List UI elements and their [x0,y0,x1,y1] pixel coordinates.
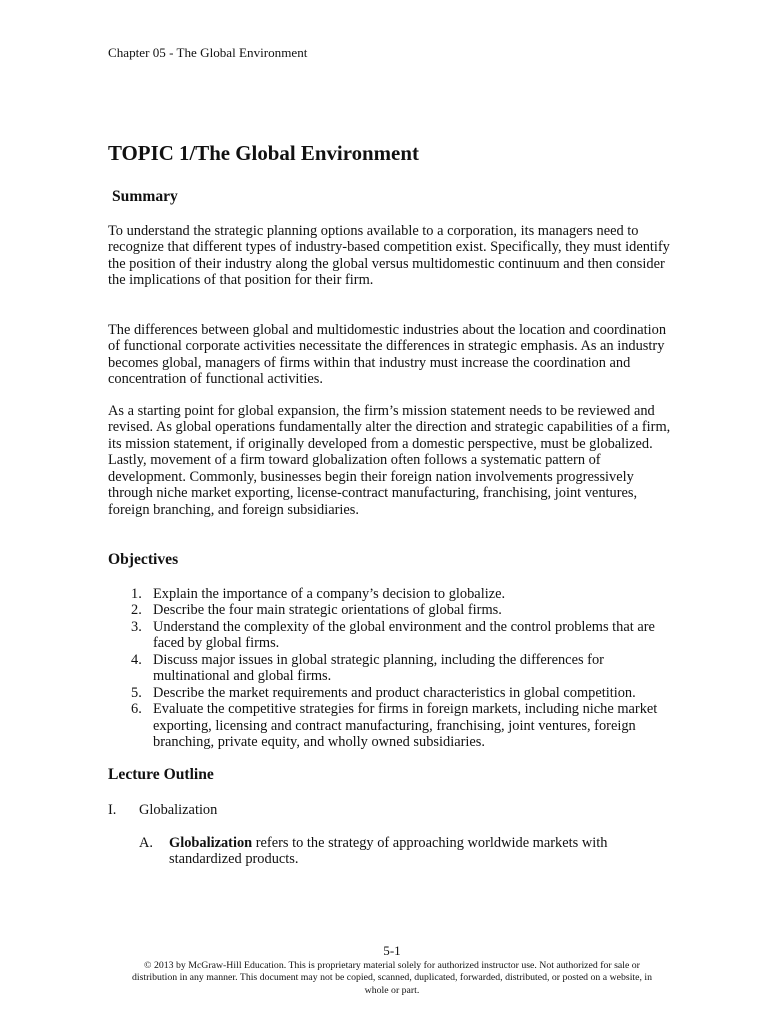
outline-section [108,802,217,819]
objectives-list [131,586,751,751]
summary-paragraph-1: To understand the strategic planning options available to a corporation, its managers need to recognize that different types of industry-based competition exist. Specifically, they must identify the position of their industry along the global versus multidomestic continuum and then consider the implications of that position for their firm. [108,222,670,289]
list-item-number: 1. [131,585,142,602]
outline-subitem-letter: A. [139,834,153,851]
list-item-number: 2. [131,602,142,619]
list-item-number: 4. [131,651,142,668]
list-item-text: Describe the market requirements and product characteristics in global competition. [153,684,636,701]
list-item-text: Explain the importance of a company’s decision to globalize. [153,585,506,602]
summary-paragraph-3: As a starting point for global expansion, the firm’s mission statement needs to be reviewed and revised. As global operations fundamentally alter the direction and strategic capabilities of a firm, its mission statement, if originally developed from a domestic perspective, must be globalized. Lastly, movement of a firm toward globalization often follows a systematic pattern of development. Commonly, businesses begin their foreign nation involvements progressively through niche market exporting, license-contract manufacturing, franchising, joint ventures, foreign branching, and foreign subsidiaries. [108,402,671,518]
list-item [131,602,751,619]
list-item-number: 3. [131,618,142,635]
summary-heading: Summary [112,188,178,205]
copyright-notice: © 2013 by McGraw-Hill Education. This is proprietary material solely for authorized instructor use. Not authorized for sale or distribution in any manner. This document may not be copied, scanned, duplicated, forwarded, distributed, or posted on a website, in whole or part. [131,959,653,996]
outline-subitem-term: Globalization [169,834,253,851]
list-item [131,586,751,603]
list-item-text: Discuss major issues in global strategic planning, including the differences for multinational and global firms. [153,651,604,685]
list-item-text: Understand the complexity of the global environment and the control problems that are faced by global firms. [153,618,655,652]
objectives-heading: Objectives [108,551,179,568]
lecture-outline-heading: Lecture Outline [108,766,214,783]
list-item [131,652,751,685]
list-item [131,701,751,751]
outline-section-title: Globalization [139,801,218,818]
list-item-number: 6. [131,701,142,718]
list-item [131,685,751,702]
summary-paragraph-2: The differences between global and multidomestic industries about the location and coordination of functional corporate activities necessitate the differences in strategic emphasis. As an industry becomes global, managers of firms within that industry must increase the coordination and concentration of functional activities. [108,321,667,388]
running-header: Chapter 05 - The Global Environment [108,45,308,60]
list-item-number: 5. [131,684,142,701]
page-title: TOPIC 1/The Global Environment [108,141,419,165]
outline-subitem [139,835,739,868]
list-item [131,619,751,652]
outline-subitem-body [169,835,607,868]
outline-section-numeral: I. [108,801,117,818]
outline-subitem-text: refers to the strategy of approaching worldwide markets with standardized products. [169,834,608,868]
list-item-text: Describe the four main strategic orientations of global firms. [153,602,502,619]
page-number: 5-1 [383,942,401,958]
list-item-text: Evaluate the competitive strategies for firms in foreign markets, including niche market exporting, licensing and contract manufacturing, franchising, joint ventures, foreign branching, private equity, and wholly owned subsidiaries. [153,701,658,751]
